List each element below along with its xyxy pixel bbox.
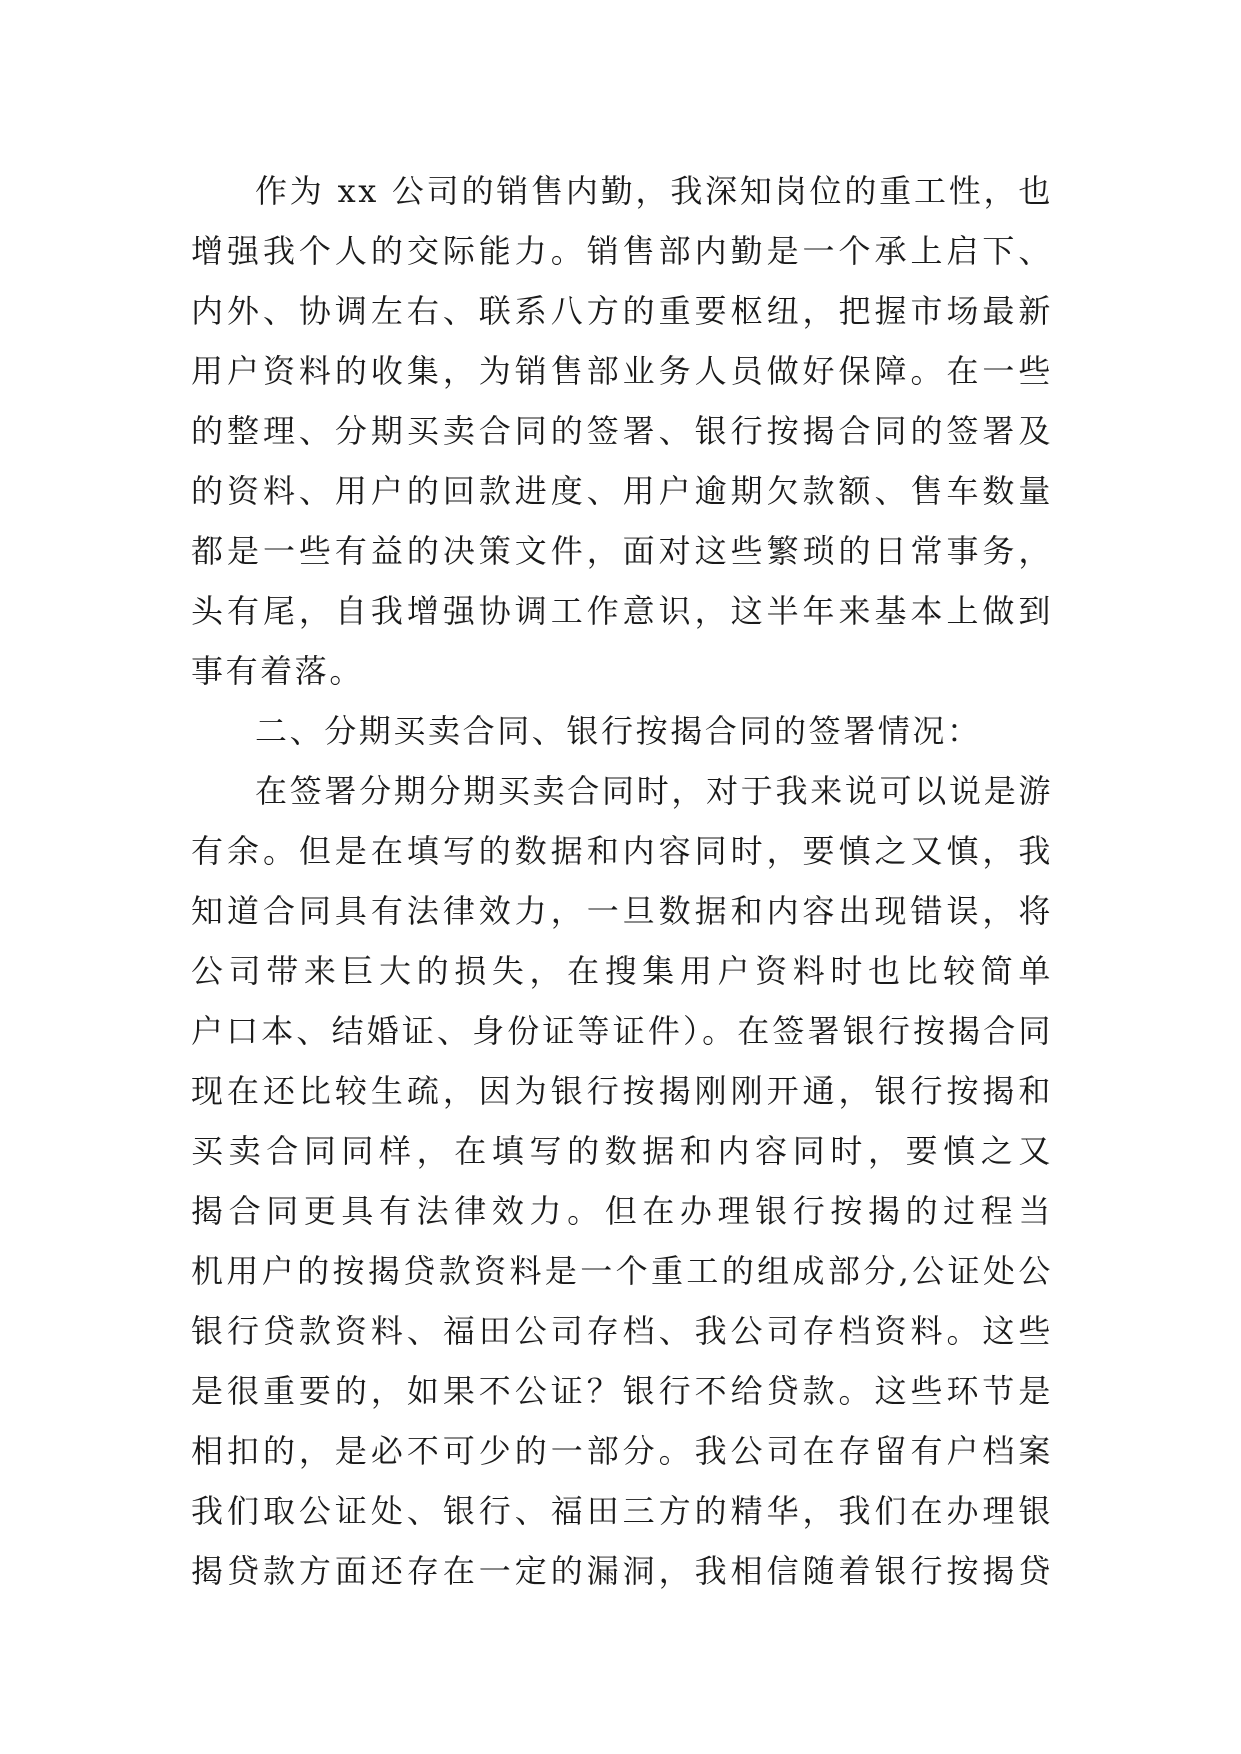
paragraph-1 bbox=[191, 161, 1053, 701]
document-body bbox=[191, 161, 1053, 1601]
text-line: 用户资料的收集，为销售部业务人员做好保障。在一些 bbox=[191, 352, 1053, 390]
text-line: 知道合同具有法律效力，一旦数据和内容出现错误，将 bbox=[191, 892, 1053, 930]
text-line: 作为 xx 公司的销售内勤，我深知岗位的重工性，也 bbox=[255, 172, 1053, 210]
text-line: 是很重要的，如果不公证？银行不给贷款。这些环节是 bbox=[191, 1372, 1053, 1410]
text-line: 在签署分期分期买卖合同时，对于我来说可以说是游 bbox=[255, 772, 1053, 810]
text-line: 的整理、分期买卖合同的签署、银行按揭合同的签署及 bbox=[191, 412, 1053, 450]
text-line: 揭合同更具有法律效力。但在办理银行按揭的过程当 bbox=[191, 1192, 1053, 1230]
paragraph-2 bbox=[191, 761, 1053, 1601]
text-line: 揭贷款方面还存在一定的漏洞，我相信随着银行按揭贷 bbox=[191, 1552, 1053, 1590]
text-line: 增强我个人的交际能力。销售部内勤是一个承上启下、 bbox=[191, 232, 1053, 270]
text-line: 我们取公证处、银行、福田三方的精华，我们在办理银 bbox=[191, 1492, 1053, 1530]
text-line: 户口本、结婚证、身份证等证件）。在签署银行按揭合同 bbox=[191, 1012, 1053, 1050]
text-line: 的资料、用户的回款进度、用户逾期欠款额、售车数量 bbox=[191, 472, 1053, 510]
text-line: 有余。但是在填写的数据和内容同时，要慎之又慎，我 bbox=[191, 832, 1053, 870]
text-line: 内外、协调左右、联系八方的重要枢纽，把握市场最新 bbox=[191, 292, 1053, 330]
text-line: 机用户的按揭贷款资料是一个重工的组成部分,公证处公 bbox=[191, 1252, 1053, 1290]
text-line: 银行贷款资料、福田公司存档、我公司存档资料。这些 bbox=[191, 1312, 1053, 1350]
text-line: 事有着落。 bbox=[191, 652, 365, 690]
text-line: 相扣的，是必不可少的一部分。我公司在存留有户档案 bbox=[191, 1432, 1053, 1470]
heading-line: 二、分期买卖合同、银行按揭合同的签署情况： bbox=[255, 712, 982, 750]
text-line: 现在还比较生疏，因为银行按揭刚刚开通，银行按揭和 bbox=[191, 1072, 1053, 1110]
text-line: 公司带来巨大的损失，在搜集用户资料时也比较简单 bbox=[191, 952, 1053, 990]
text-line: 头有尾，自我增强协调工作意识，这半年来基本上做到 bbox=[191, 592, 1053, 630]
text-line: 都是一些有益的决策文件，面对这些繁琐的日常事务， bbox=[191, 532, 1053, 570]
text-line: 买卖合同同样，在填写的数据和内容同时，要慎之又 bbox=[191, 1132, 1053, 1170]
section-heading bbox=[191, 701, 1053, 761]
